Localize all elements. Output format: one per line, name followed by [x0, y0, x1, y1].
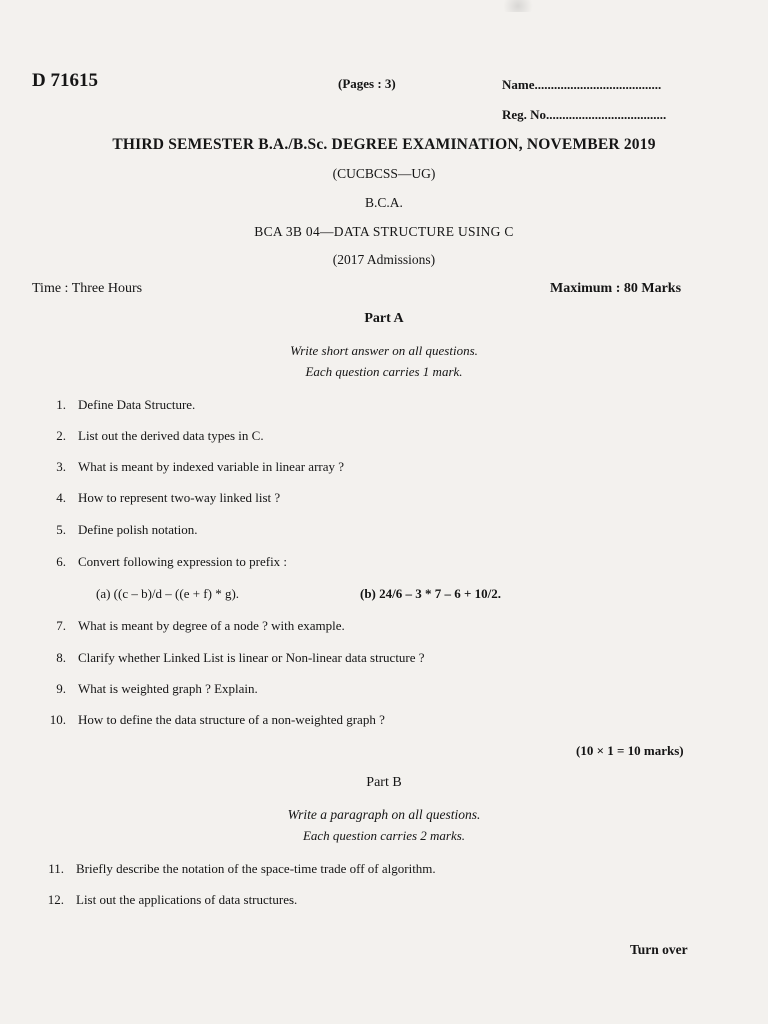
exam-page: D 71615 (Pages : 3) Name....................................... Reg. No..................................... THIRD SEMESTER B.A./B.Sc. DEGREE EXAMINATION, NOVEMBER 2019 (CUCBCSS—UG) B.C.A. BCA 3B 04—DATA STRUCTURE USING C (2017 Admissions) Time : Three Hours Maximum : 80 Marks Part A Write short answer on all questions. Each question carries 1 mark. 1. Define Data Structure. 2. List out the derived data types in C. 3. What is meant by indexed variable in linear array ? 4. How to represent two-way linked list ? 5. Define polish notation. 6. Convert following expression to prefix : (a) ((c – b)/d – ((e + f) * g). (b) 24/6 – 3 * 7 – 6 + 10/2. 7. What is meant by degree of a node ? with example. 8. Clarify whether Linked List is linear or Non-linear data structure ? 9. What is weighted graph ? Explain. 10. How to define the data structure of a non-weighted graph ? (10 × 1 = 10 marks) Part B Write a paragraph on all questions. Each question carries 2 marks. 11. Briefly describe the notation of the space-time trade off of algorithm. 12. List out the applications of data structures. Turn over — [0, 0, 768, 1024]
course-title: BCA 3B 04—DATA STRUCTURE USING C — [254, 224, 514, 239]
sub-question-b: (b) 24/6 – 3 * 7 – 6 + 10/2. — [360, 586, 502, 601]
part-b-instruction-1: Write a paragraph on all questions. — [287, 807, 481, 822]
exam-title: THIRD SEMESTER B.A./B.Sc. DEGREE EXAMINATION, NOVEMBER 2019 — [112, 136, 656, 153]
scheme: (CUCBCSS—UG) — [332, 166, 436, 181]
name-field: Name....................................... — [502, 77, 662, 92]
time-allowed: Time : Three Hours — [32, 281, 143, 296]
part-a-marks: (10 × 1 = 10 marks) — [576, 743, 684, 758]
paper-code: D 71615 — [32, 70, 98, 91]
turn-over: Turn over — [630, 942, 688, 957]
admissions: (2017 Admissions) — [332, 252, 436, 267]
sub-question-a: (a) ((c – b)/d – ((e + f) * g). — [96, 586, 240, 601]
part-b-instruction-2: Each question carries 2 marks. — [302, 828, 466, 843]
maximum-marks: Maximum : 80 Marks — [550, 281, 682, 296]
programme: B.C.A. — [365, 195, 403, 210]
part-b-heading: Part B — [366, 775, 402, 790]
reg-no-field: Reg. No..................................... — [502, 107, 667, 122]
part-a-instruction-2: Each question carries 1 mark. — [305, 364, 463, 379]
part-a-heading: Part A — [364, 311, 404, 326]
scan-smudge — [498, 0, 538, 12]
page-count: (Pages : 3) — [338, 76, 396, 91]
part-a-instruction-1: Write short answer on all questions. — [290, 343, 478, 358]
